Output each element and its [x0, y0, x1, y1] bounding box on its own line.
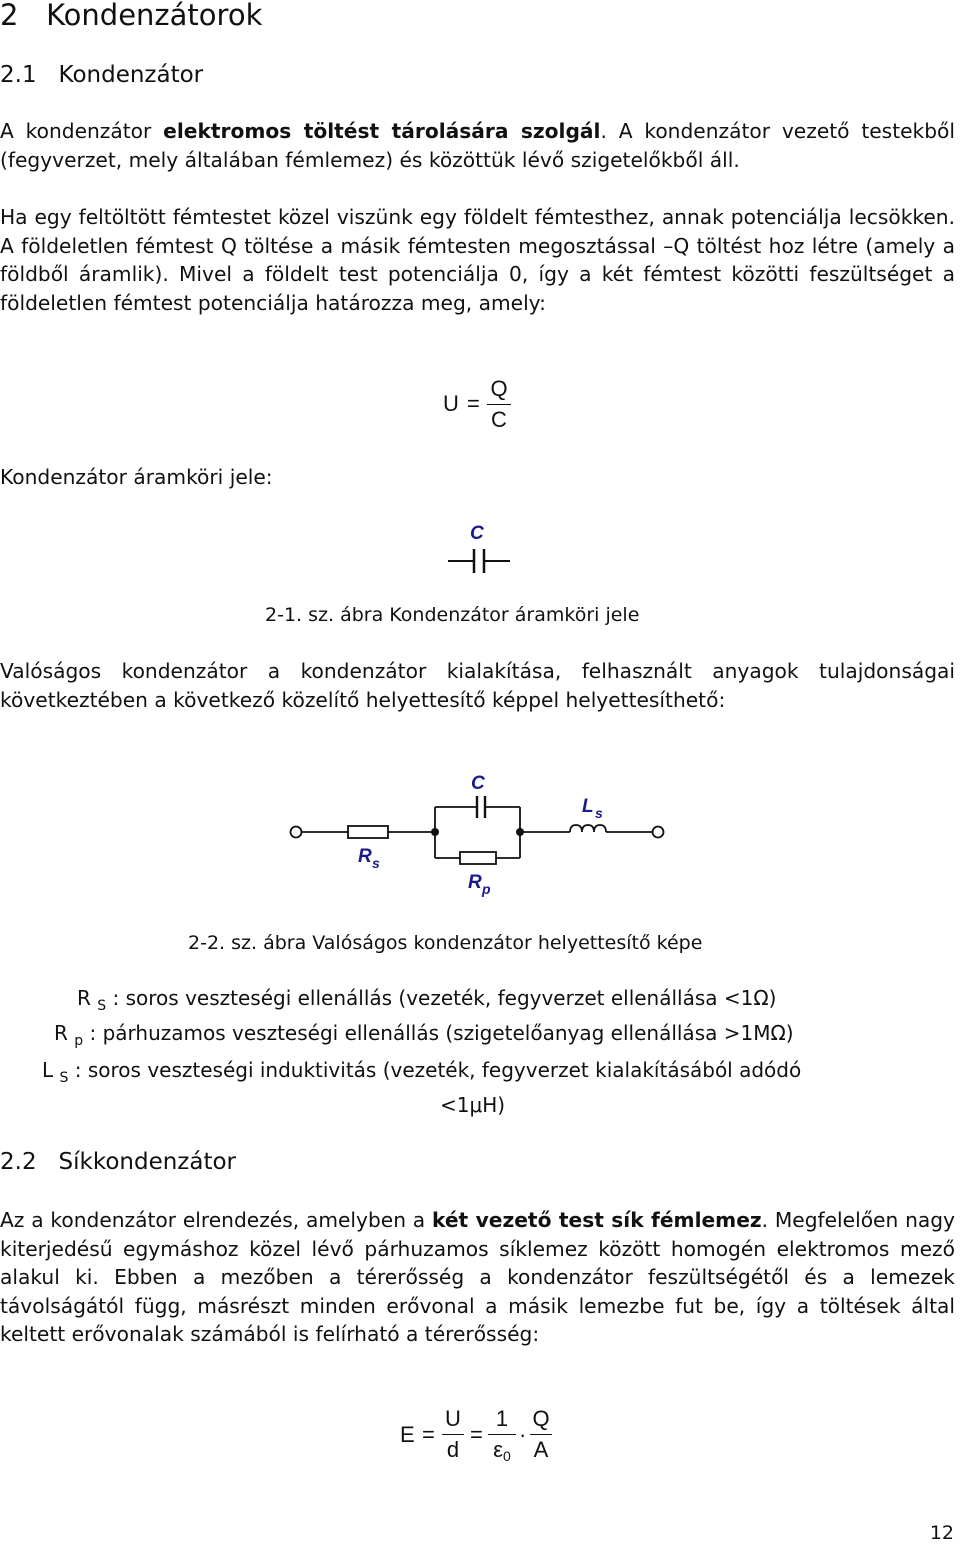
symbol-label: Kondenzátor áramköri jele:: [0, 465, 273, 489]
section-heading-2-1: [0, 62, 203, 88]
text-run: Az a kondenzátor elrendezés, amelyben a: [0, 1208, 432, 1232]
fraction-denominator: A: [533, 1437, 549, 1462]
formula-equals: =: [470, 1422, 483, 1447]
legend-symbol: L: [42, 1058, 54, 1082]
section-number: 2.1: [0, 62, 37, 88]
paragraph-real-capacitor: Valóságos kondenzátor a kondenzátor kialakítása, felhasznált anyagok tulajdonságai következtében a következő közelítő helyettesítő képpel helyettesíthető:: [0, 659, 955, 712]
legend-text: : soros veszteségi ellenállás (vezeték, fegyverzet ellenállása <1Ω): [106, 986, 777, 1010]
formula-lhs: U: [443, 391, 459, 416]
fraction-numerator: U: [445, 1406, 461, 1431]
epsilon-symbol: ε: [493, 1437, 503, 1462]
legend-subscript: S: [59, 1070, 69, 1086]
label-rs-sub: s: [372, 855, 380, 871]
section-number: 2.2: [0, 1149, 37, 1175]
formula-field-strength: [400, 1406, 570, 1472]
page-number: 12: [929, 1522, 954, 1544]
fraction-numerator: 1: [495, 1406, 509, 1431]
figure-caption-2-1: 2-1. sz. ábra Kondenzátor áramköri jele: [265, 604, 640, 626]
formula-lhs: E: [400, 1422, 415, 1447]
fraction-bar: [442, 1434, 464, 1435]
figure-caption-2-2: 2-2. sz. ábra Valóságos kondenzátor helyettesítő képe: [188, 932, 703, 954]
fraction-bar: [488, 1434, 516, 1435]
text-run: . A kondenzátor vezető testekből (fegyverzet, mely általában fémlemez) és közöttük lévő szigetelőkből áll.: [0, 119, 955, 172]
label-rs: R: [358, 846, 372, 867]
chapter-title: Kondenzátorok: [46, 0, 263, 32]
fraction-numerator: Q: [532, 1406, 550, 1431]
label-c: C: [471, 773, 485, 794]
label-ls-sub: s: [595, 805, 603, 821]
section-heading-2-2: [0, 1149, 236, 1175]
formula-fraction: [487, 376, 511, 433]
legend-subscript: S: [97, 998, 107, 1014]
legend-rs: [77, 986, 776, 1014]
label-ls: L: [582, 796, 594, 817]
fraction-numerator: Q: [490, 376, 508, 401]
equivalent-circuit-figure: [280, 765, 680, 905]
legend-rp: [54, 1021, 794, 1049]
paragraph-intro: [0, 117, 955, 174]
formula-voltage: [441, 376, 521, 438]
capacitor-label: C: [470, 523, 484, 544]
fraction-q-a: [530, 1406, 552, 1463]
fraction-u-d: [442, 1406, 464, 1463]
fraction-denominator: [488, 1437, 516, 1464]
legend-text: : párhuzamos veszteségi ellenállás (szigetelőanyag ellenállása >1MΩ): [83, 1021, 794, 1045]
fraction-bar: [530, 1434, 552, 1435]
section-title: Kondenzátor: [58, 62, 204, 88]
legend-text: : soros veszteségi induktivitás (vezeték, fegyverzet kialakításából adódó: [68, 1058, 802, 1082]
inductor-ls: [570, 825, 606, 832]
paragraph-potential: Ha egy feltöltött fémtestet közel viszünk egy földelt fémtesthez, annak potenciálja lecsökken. A földeletlen fémtest Q töltése a másik fémtesten megosztással –Q töltést hoz létre (amely a földből áramlik). Mivel a földelt test potenciálja 0, így a két fémtest közötti feszültséget a földeletlen fémtest potenciálja határozza meg, amely:: [0, 205, 955, 315]
text-run: . Megfelelően nagy kiterjedésű egymáshoz közel lévő párhuzamos síklemez között homogén elektromos mező alakul ki. Ebben a mezőben a térerősség a kondenzátor feszültségétől és a lemezek távolságától függ, másrészt minden erővonal a másik lemezbe fut be, így a töltések által keltett erővonalak számából is felírható a térerősség:: [0, 1208, 955, 1347]
fraction-denominator: C: [491, 407, 507, 432]
legend-symbol: R: [54, 1021, 68, 1045]
paragraph-plate-capacitor: [0, 1206, 955, 1349]
terminal-right: [653, 827, 664, 838]
bold-text: elektromos töltést tárolására szolgál: [163, 119, 601, 143]
formula-equals: =: [422, 1422, 435, 1447]
resistor-rs: [348, 826, 388, 838]
text-run: A kondenzátor: [0, 119, 164, 143]
label-rp: R: [468, 872, 482, 893]
chapter-number: 2: [0, 0, 19, 32]
label-rp-sub: p: [482, 881, 491, 897]
fraction-bar: [487, 404, 511, 405]
legend-subscript: p: [74, 1033, 84, 1049]
fraction-1-eps0: [488, 1406, 516, 1464]
chapter-heading: [0, 0, 262, 32]
fraction-denominator: d: [446, 1437, 460, 1462]
legend-ls: [42, 1058, 801, 1086]
capacitor-symbol-figure: [440, 515, 520, 580]
formula-dot: ·: [519, 1422, 527, 1447]
legend-symbol: R: [77, 986, 91, 1010]
bold-text: két vezető test sík fémlemez: [431, 1208, 762, 1232]
section-title: Síkkondenzátor: [58, 1149, 237, 1175]
epsilon-subscript: 0: [503, 1448, 511, 1464]
formula-equals: =: [467, 391, 480, 416]
resistor-rp: [460, 852, 496, 864]
legend-ls-continuation: <1μH): [440, 1093, 506, 1117]
terminal-left: [291, 827, 302, 838]
